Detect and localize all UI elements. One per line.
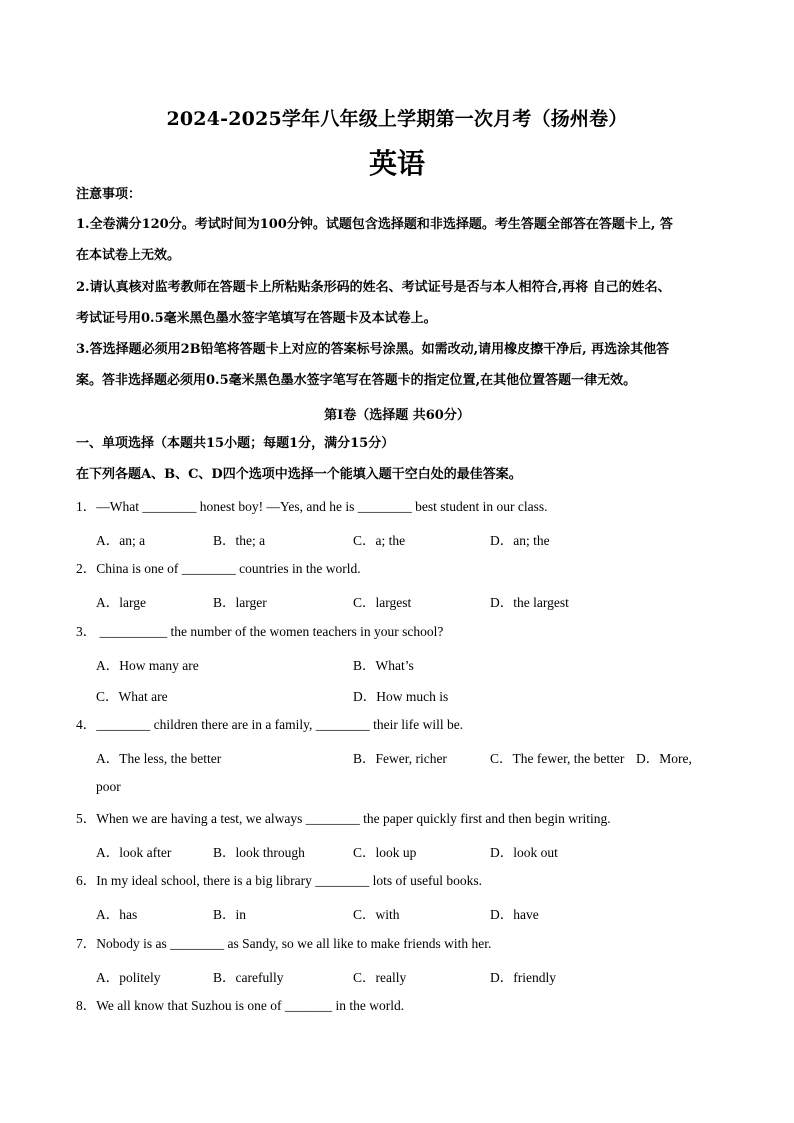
question-1-option-d: D．an; the	[490, 533, 550, 548]
section-title: 一、单项选择（本题共15小题；每题1分，满分15分）	[76, 436, 395, 451]
question-2-stem: 2．China is one of ________ countries in the world.	[76, 561, 361, 576]
subject-title: 英语	[368, 147, 425, 180]
question-2-option-c: C．largest	[353, 595, 412, 610]
question-2-option-d: D．the largest	[490, 595, 569, 610]
question-7-option-c: C．really	[353, 970, 407, 985]
question-6-option-d: D．have	[490, 907, 539, 922]
question-5-option-d: D．look out	[490, 845, 558, 860]
note-2-line-2: 考试证号用0.5毫米黑色墨水签字笔填写在答题卡及本试卷上。	[76, 311, 437, 326]
question-4-option-d: D．More,	[636, 751, 692, 766]
question-4-option-d-continued: poor	[96, 779, 121, 794]
question-5-stem: 5．When we are having a test, we always ________ the paper quickly first and then begin writing.	[76, 811, 611, 826]
question-7-option-b: B．carefully	[213, 970, 284, 985]
note-1-line-2: 在本试卷上无效。	[76, 248, 181, 263]
question-4-option-a: A．The less, the better	[96, 751, 222, 766]
question-3-stem: 3． __________ the number of the women teachers in your school?	[76, 624, 444, 639]
question-5-option-c: C．look up	[353, 845, 417, 860]
note-2-line-1: 2.请认真核对监考教师在答题卡上所粘贴条形码的姓名、考试证号是否与本人相符合,再将 自己的姓名、	[76, 280, 671, 295]
note-1-line-1: 1.全卷满分120分。考试时间为100分钟。试题包含选择题和非选择题。考生答题全部答在答题卡上, 答	[76, 217, 673, 232]
question-7-option-a: A．politely	[96, 970, 161, 985]
question-3-option-a: A．How many are	[96, 658, 199, 673]
question-8-stem: 8．We all know that Suzhou is one of _______ in the world.	[76, 998, 405, 1013]
question-3-option-c: C．What are	[96, 689, 168, 704]
question-4-option-b: B．Fewer, richer	[353, 751, 447, 766]
note-3-line-1: 3.答选择题必须用2B铅笔将答题卡上对应的答案标号涂黑。如需改动,请用橡皮擦干净后, 再选涂其他答	[76, 342, 670, 357]
question-6-option-b: B．in	[213, 907, 247, 922]
question-2-option-a: A．large	[96, 595, 146, 610]
part-heading: 第I卷（选择题 共60分）	[324, 408, 470, 423]
exam-title: 2024-2025学年八年级上学期第一次月考（扬州卷）	[166, 108, 628, 130]
question-7-stem: 7．Nobody is as ________ as Sandy, so we all like to make friends with her.	[76, 936, 492, 951]
question-6-option-c: C．with	[353, 907, 400, 922]
question-1-option-a: A．an; a	[96, 533, 146, 548]
question-3-option-b: B．What’s	[353, 658, 414, 673]
note-3-line-2: 案。答非选择题必须用0.5毫米黑色墨水签字笔写在答题卡的指定位置,在其他位置答题一律无效。	[76, 373, 637, 388]
question-4-option-c: C．The fewer, the better	[490, 751, 625, 766]
question-2-option-b: B．larger	[213, 595, 267, 610]
question-7-option-d: D．friendly	[490, 970, 556, 985]
question-6-stem: 6．In my ideal school, there is a big library ________ lots of useful books.	[76, 873, 483, 888]
notes-heading: 注意事项：	[76, 187, 142, 202]
question-5-option-b: B．look through	[213, 845, 305, 860]
question-1-option-b: B．the; a	[213, 533, 266, 548]
question-1-stem: 1．—What ________ honest boy! —Yes, and he is ________ best student in our class.	[76, 499, 548, 514]
question-1-option-c: C．a; the	[353, 533, 406, 548]
section-instruction: 在下列各题A、B、C、D四个选项中选择一个能填入题干空白处的最佳答案。	[76, 467, 522, 482]
question-4-stem: 4．________ children there are in a family, ________ their life will be.	[76, 717, 464, 732]
question-6-option-a: A．has	[96, 907, 138, 922]
question-5-option-a: A．look after	[96, 845, 172, 860]
question-3-option-d: D．How much is	[353, 689, 449, 704]
